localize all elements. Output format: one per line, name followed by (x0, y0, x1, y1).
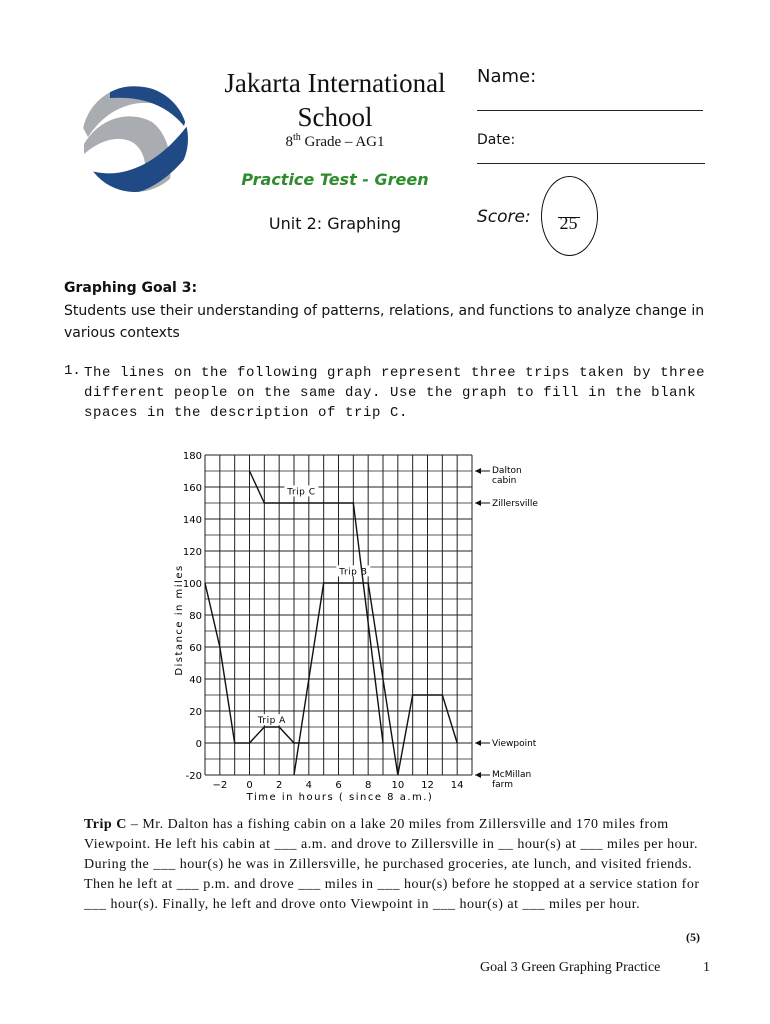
y-tick-label: -20 (185, 771, 202, 782)
grade-class: Grade – AG1 (300, 134, 385, 150)
series-line (250, 471, 384, 743)
question-text: The lines on the following graph represent three trips taken by three different people on the same day. Use the graph to fill in the blank spaces in the description of trip C. (84, 365, 706, 421)
place-label: farm (492, 780, 513, 790)
x-tick-label: 4 (305, 780, 313, 791)
x-tick-label: 8 (364, 780, 372, 791)
y-tick-label: 20 (189, 707, 202, 718)
page-number: 1 (703, 960, 710, 975)
grade-suffix: th (292, 132, 301, 143)
graph-side-labels (475, 466, 538, 790)
trip-c-text: – Mr. Dalton has a fishing cabin on a lake 20 miles from Zillersville and 170 miles from Viewpoint. He left his cabin at ___ a.m. and drove to Zillersville in __ hour(s) at ___ miles per hour. During the ___ hour(s) he was in Zillersville, he purchased groceries, ate lunch, and visited friends. Then he left at ___ p.m. and drove ___ miles in ___ hour(s) before he stopped at a service station for ___ hour(s). Finally, he left and drove onto Viewpoint in ___ hour(s) at ___ miles per hour. (84, 817, 700, 912)
y-tick-label: 160 (182, 483, 202, 494)
pointer-arrow (475, 500, 481, 506)
goal-title: Graphing Goal 3: (64, 280, 198, 296)
unit-title: Unit 2: Graphing (268, 214, 402, 233)
y-tick-label: 40 (189, 675, 202, 686)
score-label: Score: (477, 207, 531, 227)
place-label: Dalton (492, 466, 522, 476)
goal-text: Students use their understanding of patterns, relations, and functions to analyze change in various contexts (64, 303, 705, 341)
x-tick-label: −2 (212, 780, 228, 791)
pointer-arrow (475, 740, 481, 746)
y-tick-label: 180 (182, 451, 202, 462)
practice-title: Practice Test - Green (241, 170, 429, 189)
series-label: Trip C (287, 487, 316, 498)
x-tick-label: 10 (391, 780, 405, 791)
x-tick-label: 0 (246, 780, 253, 791)
trip-c-label: Trip C (84, 817, 127, 832)
question-number: 1. (64, 363, 81, 379)
footer-title: Goal 3 Green Graphing Practice (480, 960, 661, 975)
place-label: McMillan (492, 770, 532, 780)
graph-series (205, 471, 457, 775)
trip-c-description (84, 815, 714, 915)
score-total: 25 (559, 213, 578, 233)
x-axis-label: Time in hours ( since 8 a.m.) (246, 792, 434, 803)
grade-number: 8 (285, 134, 293, 150)
place-label: Viewpoint (492, 739, 537, 749)
x-tick-label: 12 (421, 780, 434, 791)
y-tick-label: 120 (182, 547, 202, 558)
y-tick-label: 60 (189, 643, 202, 654)
school-name-line1: Jakarta International (224, 68, 446, 98)
place-label: Zillersville (492, 499, 538, 509)
series-label: Trip B (339, 567, 368, 578)
pointer-arrow (475, 468, 481, 474)
date-label: Date: (477, 132, 516, 148)
x-tick-label: 14 (450, 780, 464, 791)
y-tick-label: 0 (195, 739, 202, 750)
y-tick-label: 80 (189, 611, 202, 622)
page-footer (480, 960, 710, 976)
y-axis-label: Distance in miles (174, 564, 185, 676)
name-label: Name: (477, 66, 537, 87)
x-tick-label: 2 (275, 780, 283, 791)
x-tick-label: 6 (335, 780, 342, 791)
place-label: cabin (492, 476, 517, 486)
school-name-line2: School (297, 102, 373, 132)
points-value: (5) (686, 930, 700, 944)
y-tick-label: 140 (182, 515, 202, 526)
y-tick-label: 100 (182, 579, 202, 590)
pointer-arrow (475, 772, 481, 778)
series-label: Trip A (257, 716, 286, 727)
